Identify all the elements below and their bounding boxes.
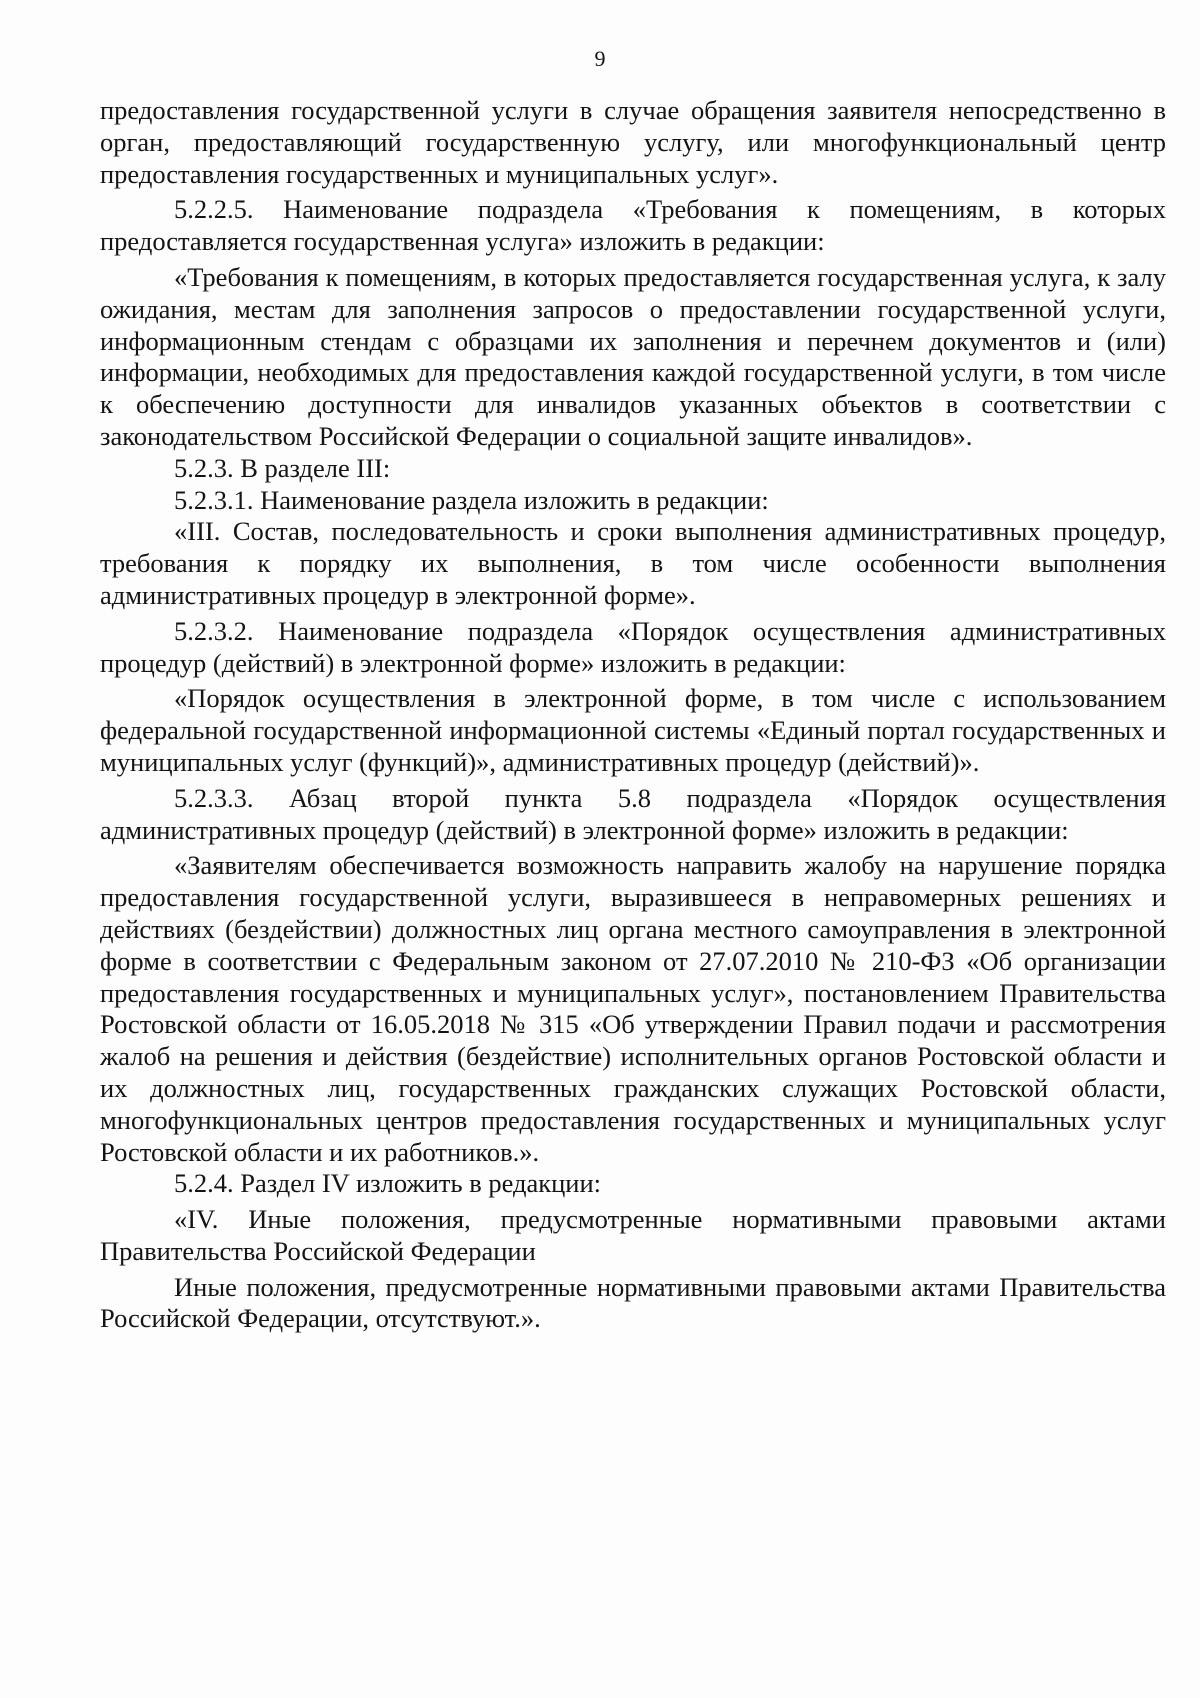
paragraph-5-2-3-3: 5.2.3.3. Абзац второй пункта 5.8 подраздела «Порядок осуществления административных процедур (действий) в электронной форме» изложить в редакции: [100,782,1166,845]
document-body [100,95,1166,1335]
paragraph-5-2-3-1: 5.2.3.1. Наименование раздела изложить в редакции: [174,484,769,515]
paragraph-5-2-3: 5.2.3. В разделе III: [174,452,391,483]
paragraph-quote-section-iii: «III. Состав, последовательность и сроки выполнения административных процедур, требования к порядку их выполнения, в том числе особенности выполнения административных процедур в электронной форме». [100,516,1166,610]
paragraph-5-2-4: 5.2.4. Раздел IV изложить в редакции: [174,1168,602,1199]
paragraph-5-2-3-2: 5.2.3.2. Наименование подраздела «Порядок осуществления административных процедур (действий) в электронной форме» изложить в редакции: [100,615,1166,678]
paragraph-quote-premises: «Требования к помещениям, в которых предоставляется государственная услуга, к залу ожидания, местам для заполнения запросов о предоставлении государственной услуги, информационным стендам с образцами их заполнения и перечнем документов и (или) информации, необходимых для предоставления каждой государственной услуги, в том числе к обеспечению доступности для инвалидов указанных объектов в соответствии с законодательством Российской Федерации о социальной защите инвалидов». [100,261,1166,451]
paragraph-continuation: предоставления государственной услуги в случае обращения заявителя непосредственно в орган, предоставляющий государственную услугу, или многофункциональный центр предоставления государственных и муниципальных услуг». [100,95,1166,189]
paragraph-quote-section-iv: «IV. Иные положения, предусмотренные нормативными правовыми актами Правительства Российской Федерации [100,1204,1166,1266]
paragraph-other-provisions: Иные положения, предусмотренные нормативными правовыми актами Правительства Российской Федерации, отсутствуют.». [100,1271,1166,1334]
paragraph-quote-complaints: «Заявителям обеспечивается возможность направить жалобу на нарушение порядка предоставления государственной услуги, выразившееся в неправомерных решениях и действиях (бездействии) должностных лиц органа местного самоуправления в электронной форме в соответствии с Федеральным законом от 27.07.2010 № 210-ФЗ «Об организации предоставления государственных и муниципальных услуг», постановлением Правительства Ростовской области от 16.05.2018 № 315 «Об утверждении Правил подачи и рассмотрения жалоб на решения и действия (бездействие) исполнительных органов Ростовской области и их должностных лиц, государственных гражданских служащих Ростовской области, многофункциональных центров предоставления государственных и муниципальных услуг Ростовской области и их работников.». [100,850,1166,1167]
paragraph-5-2-2-5: 5.2.2.5. Наименование подраздела «Требования к помещениям, в которых предоставляется государственная услуга» изложить в редакции: [100,194,1166,257]
page-number: 9 [594,46,606,71]
paragraph-quote-electronic-form: «Порядок осуществления в электронной форме, в том числе с использованием федеральной государственной информационной системы «Единый портал государственных и муниципальных услуг (функций)», административных процедур (действий)». [100,683,1166,777]
